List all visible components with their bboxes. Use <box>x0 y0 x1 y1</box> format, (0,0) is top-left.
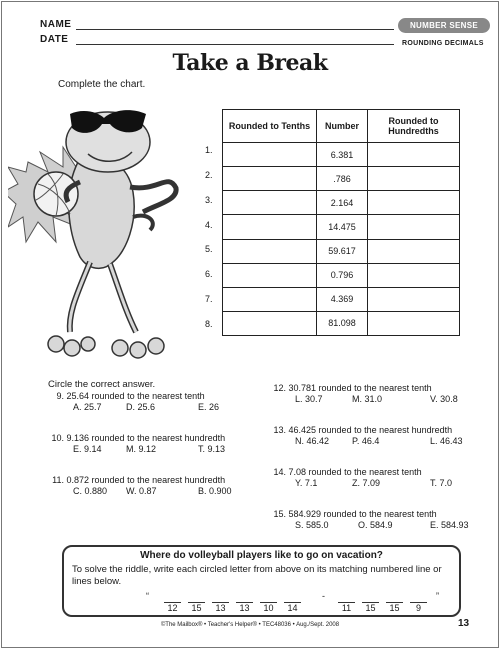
riddle-question: Where do volleyball players like to go on vacation? <box>140 550 383 561</box>
blank-number: 14 <box>287 603 298 613</box>
col-header-number: Number <box>317 110 368 143</box>
number-cell: 0.796 <box>317 263 368 287</box>
open-quote: “ <box>146 591 149 601</box>
answer-option[interactable]: E. 584.93 <box>430 520 469 530</box>
question-14 <box>270 467 470 489</box>
tenths-cell[interactable] <box>223 263 317 287</box>
answer-option[interactable]: E. 26 <box>198 402 220 412</box>
hundredths-cell[interactable] <box>368 191 460 215</box>
answer-option[interactable]: A. 25.7 <box>73 402 102 412</box>
blank-number: 9 <box>415 603 421 613</box>
number-cell: 14.475 <box>317 215 368 239</box>
row-number: 2. <box>205 170 213 180</box>
blank-number: 10 <box>263 603 274 613</box>
answer-option[interactable]: B. 0.900 <box>198 486 232 496</box>
question-15 <box>270 509 480 531</box>
separator-dash: - <box>322 591 325 601</box>
riddle-box <box>62 545 461 617</box>
question-text: 7.08 rounded to the nearest tenth <box>288 467 422 477</box>
subtopic-label: ROUNDING DECIMALS <box>402 40 484 47</box>
date-line[interactable] <box>76 44 394 45</box>
close-quote: ” <box>436 591 439 601</box>
question-number: 9. <box>56 391 64 401</box>
question-text: 0.872 rounded to the nearest hundredth <box>66 475 226 485</box>
hundredths-cell[interactable] <box>368 143 460 167</box>
number-cell: 2.164 <box>317 191 368 215</box>
hundredths-cell[interactable] <box>368 263 460 287</box>
answer-blank[interactable] <box>236 594 253 603</box>
answer-option[interactable]: L. 30.7 <box>295 394 323 404</box>
answer-option[interactable]: Y. 7.1 <box>295 478 318 488</box>
riddle-instructions: To solve the riddle, write each circled letter from above on its matching numbered line or lines below. <box>72 564 442 587</box>
answer-blank[interactable] <box>410 594 427 603</box>
answer-option[interactable]: P. 46.4 <box>352 436 380 446</box>
page-number: 13 <box>458 618 470 629</box>
hundredths-cell[interactable] <box>368 287 460 311</box>
answer-blank[interactable] <box>386 594 403 603</box>
answer-option[interactable]: M. 31.0 <box>352 394 383 404</box>
col-header-hundredths: Rounded to Hundredths <box>368 110 460 143</box>
question-text: 46.425 rounded to the nearest hundredth <box>288 425 453 435</box>
blank-number: 15 <box>191 603 202 613</box>
tenths-cell[interactable] <box>223 215 317 239</box>
number-cell: 81.098 <box>317 311 368 335</box>
answer-option[interactable]: T. 9.13 <box>198 444 226 454</box>
answer-option[interactable]: V. 30.8 <box>430 394 458 404</box>
blank-number: 13 <box>215 603 226 613</box>
tenths-cell[interactable] <box>223 167 317 191</box>
question-number: 13. <box>273 425 286 435</box>
question-number: 12. <box>273 383 286 393</box>
hundredths-cell[interactable] <box>368 311 460 335</box>
row-number: 3. <box>205 195 213 205</box>
answer-blank[interactable] <box>284 594 301 603</box>
tenths-cell[interactable] <box>223 311 317 335</box>
tenths-cell[interactable] <box>223 143 317 167</box>
page-title: Take a Break <box>172 50 328 76</box>
answer-option[interactable]: E. 9.14 <box>73 444 102 454</box>
question-text: 25.64 rounded to the nearest tenth <box>66 391 205 401</box>
question-number: 14. <box>273 467 286 477</box>
blank-number: 11 <box>341 603 352 613</box>
blank-number: 15 <box>389 603 400 613</box>
row-number: 5. <box>205 244 213 254</box>
answer-blank[interactable] <box>260 594 277 603</box>
circle-instructions: Circle the correct answer. <box>48 379 156 390</box>
topic-badge: NUMBER SENSE <box>398 18 490 33</box>
date-label: DATE <box>40 34 69 45</box>
answer-blank[interactable] <box>212 594 229 603</box>
answer-option[interactable]: S. 585.0 <box>295 520 329 530</box>
tenths-cell[interactable] <box>223 287 317 311</box>
chart-instructions: Complete the chart. <box>58 79 146 90</box>
answer-option[interactable]: O. 584.9 <box>358 520 393 530</box>
number-cell: 6.381 <box>317 143 368 167</box>
row-number: 1. <box>205 145 213 155</box>
col-header-tenths: Rounded to Tenths <box>223 110 317 143</box>
answer-option[interactable]: Z. 7.09 <box>352 478 381 488</box>
answer-blank[interactable] <box>362 594 379 603</box>
question-number: 15. <box>273 509 286 519</box>
answer-option[interactable]: W. 0.87 <box>126 486 157 496</box>
blank-number: 13 <box>239 603 250 613</box>
answer-option[interactable]: L. 46.43 <box>430 436 463 446</box>
question-text: 30.781 rounded to the nearest tenth <box>288 383 432 393</box>
row-number: 8. <box>205 319 213 329</box>
tenths-cell[interactable] <box>223 239 317 263</box>
question-9 <box>48 391 248 413</box>
hundredths-cell[interactable] <box>368 167 460 191</box>
answer-option[interactable]: D. 25.6 <box>126 402 156 412</box>
tenths-cell[interactable] <box>223 191 317 215</box>
question-number: 11. <box>52 475 64 485</box>
question-13 <box>270 425 480 447</box>
question-number: 10. <box>51 433 64 443</box>
answer-blank[interactable] <box>164 594 181 603</box>
rounding-chart <box>222 109 460 336</box>
question-text: 584.929 rounded to the nearest tenth <box>288 509 437 519</box>
answer-blank[interactable] <box>338 594 355 603</box>
hundredths-cell[interactable] <box>368 215 460 239</box>
answer-option[interactable]: M. 9.12 <box>126 444 157 454</box>
frog-illustration <box>8 92 204 370</box>
answer-option[interactable]: C. 0.880 <box>73 486 108 496</box>
name-label: NAME <box>40 19 72 30</box>
answer-option[interactable]: N. 46.42 <box>295 436 330 446</box>
question-10 <box>44 433 248 455</box>
row-number: 6. <box>205 269 213 279</box>
row-number: 7. <box>205 294 213 304</box>
footer-credit: ©The Mailbox® • Teacher's Helper® • TEC48036 • Aug./Sept. 2008 <box>160 622 340 628</box>
number-cell: 59.617 <box>317 239 368 263</box>
answer-option[interactable]: T. 7.0 <box>430 478 453 488</box>
hundredths-cell[interactable] <box>368 239 460 263</box>
number-cell: 4.369 <box>317 287 368 311</box>
question-12 <box>270 383 470 405</box>
blank-number: 12 <box>167 603 178 613</box>
number-cell: .786 <box>317 167 368 191</box>
question-text: 9.136 rounded to the nearest hundredth <box>66 433 226 443</box>
name-line[interactable] <box>76 29 394 30</box>
question-11 <box>44 475 248 497</box>
row-number: 4. <box>205 220 213 230</box>
answer-blank[interactable] <box>188 594 205 603</box>
blank-number: 15 <box>365 603 376 613</box>
